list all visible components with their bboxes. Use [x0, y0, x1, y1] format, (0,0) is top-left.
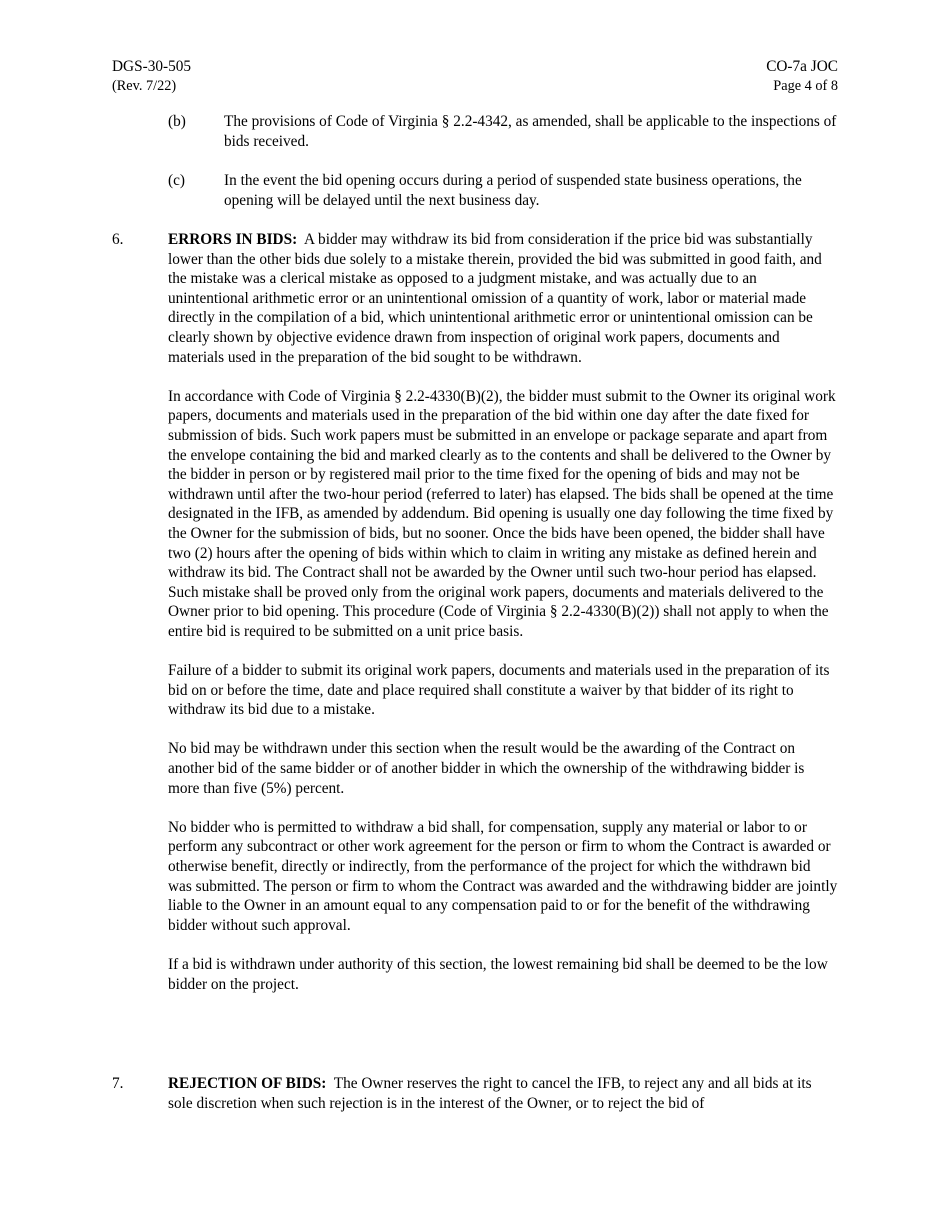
section-paragraph	[168, 230, 838, 367]
section-paragraph: In accordance with Code of Virginia § 2.2-4330(B)(2), the bidder must submit to the Owner its original work papers, documents and materials used in the preparation of the bid within one day after the date fixed for submission of bids. Such work papers must be submitted in an envelope or package separate and apart from the envelope containing the bid and marked clearly as to the contents and shall be delivered to the Owner by the bidder in person or by registered mail prior to the time fixed for the opening of bids and may not be withdrawn until after the two-hour period (referred to later) has elapsed. The bids shall be opened at the time designated in the IFB, as amended by addendum. Bid opening is usually one day following the time fixed by the Owner for the submission of bids, but no sooner. Once the bids have been opened, the bidder shall have two (2) hours after the opening of bids within which to claim in writing any mistake as defined herein and withdraw its bid. The Contract shall not be awarded by the Owner until such two-hour period has elapsed. Such mistake shall be proved only from the original work papers, documents and materials delivered to the Owner prior to bid opening. This procedure (Code of Virginia § 2.2-4330(B)(2)) shall not apply to when the entire bid is required to be submitted on a unit price basis.	[168, 387, 836, 640]
revision-date: (Rev. 7/22)	[112, 77, 177, 94]
subsection-label: (b)	[168, 113, 186, 130]
section-paragraph: No bidder who is permitted to withdraw a bid shall, for compensation, supply any material or labor to or perform any subcontract or other work agreement for the person or firm to whom the Contract is awarded or otherwise benefit, directly or indirectly, from the performance of the project for which the withdrawn bid was submitted. The person or firm to whom the Contract was awarded and the withdrawing bidder are jointly liable to the Owner in an amount equal to any compensation paid to or for the benefit of the withdrawing bidder without such approval.	[168, 818, 838, 934]
section-paragraph-text: A bidder may withdraw its bid from consideration if the price bid was substantially lower than the other bids due solely to a mistake therein, provided the bid was submitted in good faith, and the mistake was a clerical mistake as opposed to a judgment mistake, and was actually due to an unintentional arithmetic error or an unintentional omission of a quantity of work, labor or material made directly in the compilation of a bid, which unintentional arithmetic error or unintentional omission can be clearly shown by objective evidence drawn from inspection of original work papers, documents and materials used in the preparation of the bid sought to be withdrawn.	[168, 231, 822, 366]
section-number: 7.	[112, 1075, 124, 1092]
section-6-errors-in-bids	[112, 230, 838, 994]
section-title: ERRORS IN BIDS:	[168, 231, 298, 248]
subsection-c	[168, 171, 838, 210]
section-7-rejection-of-bids	[112, 1074, 838, 1113]
form-code: CO-7a JOC	[766, 58, 838, 75]
section-paragraph: No bid may be withdrawn under this section when the result would be the awarding of the Contract on another bid of the same bidder or of another bidder in which the ownership of the withdrawing bidder is more than five (5%) percent.	[168, 740, 805, 797]
subsection-text: In the event the bid opening occurs during a period of suspended state business operations, the opening will be delayed until the next business day.	[224, 172, 802, 209]
subsection-text: The provisions of Code of Virginia § 2.2-4342, as amended, shall be applicable to the inspections of bids received.	[224, 113, 837, 150]
section-paragraph: If a bid is withdrawn under authority of this section, the lowest remaining bid shall be deemed to be the low bidder on the project.	[168, 955, 828, 993]
header-right	[766, 57, 838, 96]
page-number: Page 4 of 8	[773, 77, 838, 94]
section-title: REJECTION OF BIDS:	[168, 1075, 327, 1092]
section-paragraph: Failure of a bidder to submit its original work papers, documents and materials used in the preparation of its bid on or before the time, date and place required shall constitute a waiver by that bidder of its right to withdraw its bid due to a mistake.	[168, 662, 830, 719]
subsection-b	[168, 112, 838, 151]
form-number: DGS-30-505	[112, 58, 192, 75]
section-paragraph-text: The Owner reserves the right to cancel the IFB, to reject any and all bids at its sole discretion when such rejection is in the interest of the Owner, or to reject the bid of	[168, 1075, 812, 1112]
header-left	[112, 57, 191, 96]
section-number: 6.	[112, 231, 124, 248]
section-paragraph	[168, 1074, 838, 1113]
subsection-label: (c)	[168, 172, 185, 189]
